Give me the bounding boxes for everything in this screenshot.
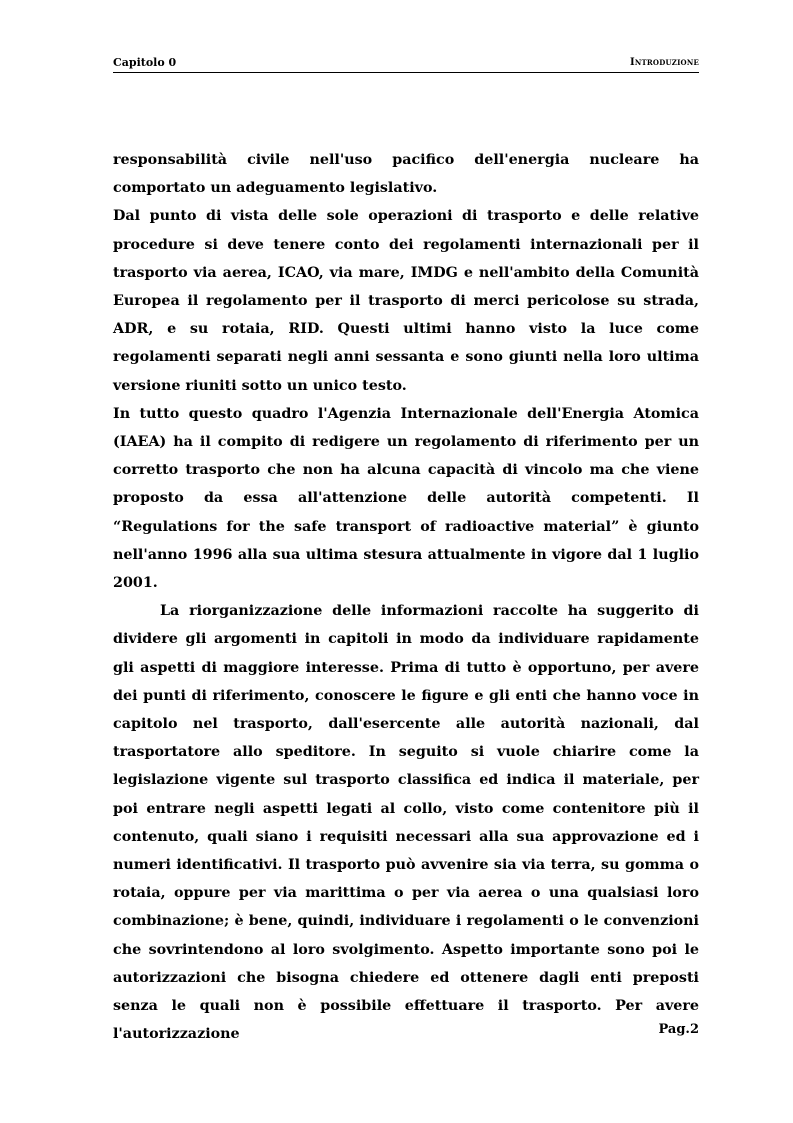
paragraph: Dal punto di vista delle sole operazioni di trasporto e delle relative procedure si deve tenere conto dei regolamenti internazionali per il trasporto via aerea, ICAO, via mare, IMDG e nell'ambito della Comunità Europea il regolamento per il trasporto di merci pericolose su strada, ADR, e su rotaia, RID. Questi ultimi hanno visto la luce come regolamenti separati negli anni sessanta e sono giunti nella loro ultima versione riuniti sotto un unico testo. [113, 208, 699, 394]
body-text [113, 146, 699, 1049]
paragraph: responsabilità civile nell'uso pacifico dell'energia nucleare ha comportato un adeguamento legislativo. [113, 152, 699, 197]
chapter-label: Capitolo 0 [113, 56, 177, 69]
page-header [113, 56, 699, 73]
paragraph: In tutto questo quadro l'Agenzia Internazionale dell'Energia Atomica (IAEA) ha il compito di redigere un regolamento di riferimento per un corretto trasporto che non ha alcuna capacità di vincolo ma che viene proposto da essa all'attenzione delle autorità competenti. Il “Regulations for the safe transport of radioactive material” è giunto nell'anno 1996 alla sua ultima stesura attualmente in vigore dal 1 luglio 2001. [113, 405, 699, 592]
page-number: Pag.2 [658, 1022, 699, 1037]
paragraph: La riorganizzazione delle informazioni raccolte ha suggerito di dividere gli argomenti in capitoli in modo da individuare rapidamente gli aspetti di maggiore interesse. Prima di tutto è opportuno, per avere dei punti di riferimento, conoscere le figure e gli enti che hanno voce in capitolo nel trasporto, dall'esercente alle autorità nazionali, dal trasportatore allo speditore. In seguito si vuole chiarire come la legislazione vigente sul trasporto classifica ed indica il materiale, per poi entrare negli aspetti legati al collo, visto come contenitore più il contenuto, quali siano i requisiti necessari alla sua approvazione ed i numeri identificativi. Il trasporto può avvenire sia via terra, su gomma o rotaia, oppure per via marittima o per via aerea o una qualsiasi loro combinazione; è bene, quindi, individuare i regolamenti o le convenzioni che sovrintendono al loro svolgimento. Aspetto importante sono poi le autorizzazioni che bisogna chiedere ed ottenere dagli enti preposti senza le quali non è possibile effettuare il trasporto. Per avere l'autorizzazione [113, 603, 699, 1043]
section-title: Introduzione [630, 57, 699, 68]
